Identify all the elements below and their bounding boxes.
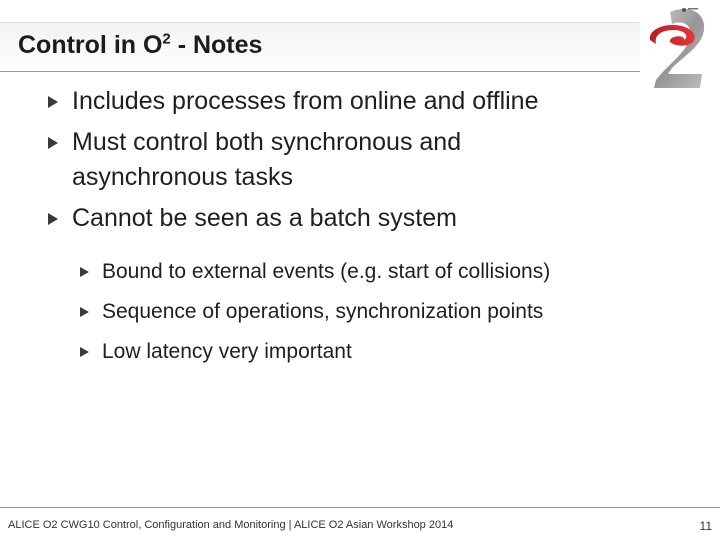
slide-title-superscript: 2 [162, 30, 171, 48]
sub-bullet-text: Bound to external events (e.g. start of collisions) [102, 260, 551, 283]
sub-bullet-item [80, 338, 700, 366]
footer-divider [0, 507, 720, 508]
triangle-bullet-icon [80, 307, 89, 317]
bullet-text: Must control both synchronous and asynchronous tasks [72, 128, 462, 191]
triangle-bullet-icon [48, 213, 58, 225]
bullet-text: Cannot be seen as a batch system [72, 204, 457, 232]
slide-title-rest: - Notes [170, 31, 263, 59]
slide-title-main: Control in O [18, 31, 163, 59]
sub-bullet-item [80, 258, 700, 286]
bullet-item [48, 125, 542, 195]
sub-bullet-text: Sequence of operations, synchronization points [102, 300, 544, 323]
triangle-bullet-icon [48, 96, 58, 108]
triangle-bullet-icon [80, 267, 89, 277]
bullet-item [48, 201, 708, 236]
triangle-bullet-icon [80, 347, 89, 357]
sub-bullet-text: Low latency very important [102, 340, 352, 363]
slide-title [18, 31, 262, 60]
title-bottom-divider [0, 71, 640, 72]
bullet-text: Includes processes from online and offline [72, 87, 539, 115]
main-bullet-list [48, 84, 708, 242]
footer-text: ALICE O2 CWG10 Control, Configuration and Monitoring | ALICE O2 Asian Workshop 2014 [8, 519, 454, 531]
title-top-divider [0, 22, 640, 23]
page-number: 11 [699, 519, 712, 533]
sub-bullet-list [80, 258, 700, 378]
bullet-item [48, 84, 708, 119]
sub-bullet-item [80, 298, 700, 326]
triangle-bullet-icon [48, 137, 58, 149]
